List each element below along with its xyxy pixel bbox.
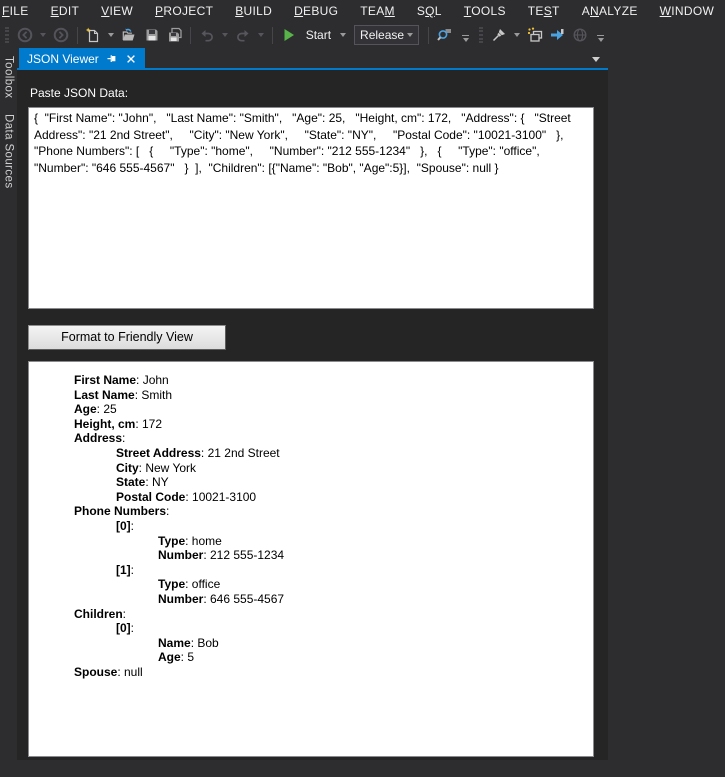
friendly-line: Postal Code: 10021-3100 xyxy=(116,489,257,504)
friendly-line: Spouse: null xyxy=(74,664,143,679)
web-browser-icon[interactable] xyxy=(570,25,590,45)
friendly-line: Height, cm: 172 xyxy=(74,416,163,431)
toolbar-drag-handle[interactable] xyxy=(479,27,483,43)
friendly-line: Number: 646 555-4567 xyxy=(158,591,285,606)
menu-item-edit[interactable]: EDIT xyxy=(50,4,80,18)
redo-icon[interactable] xyxy=(233,25,253,45)
pin-dropdown-icon[interactable] xyxy=(514,33,520,37)
toolbar-drag-handle[interactable] xyxy=(5,27,9,43)
friendly-line: Type: office xyxy=(158,577,221,592)
toolbar-overflow-icon[interactable] xyxy=(597,35,604,42)
main-toolbar xyxy=(0,22,608,48)
attach-to-process-icon[interactable] xyxy=(548,25,568,45)
friendly-line: Children: xyxy=(74,606,127,621)
undo-icon[interactable] xyxy=(197,25,217,45)
find-in-files-icon[interactable] xyxy=(435,25,455,45)
solution-configuration-combobox[interactable] xyxy=(354,25,419,45)
toolbar-separator xyxy=(272,27,273,44)
friendly-line: Age: 25 xyxy=(74,402,117,417)
friendly-line: City: New York xyxy=(116,460,197,475)
pin-icon[interactable] xyxy=(106,53,118,65)
friendly-line: Number: 212 555-1234 xyxy=(158,548,285,563)
configuration-value: Release xyxy=(360,28,405,42)
json-viewer-tool-window xyxy=(17,48,608,760)
friendly-line: [0]: xyxy=(116,518,135,533)
sidebar-item-toolbox[interactable]: Toolbox xyxy=(2,56,15,99)
friendly-line: First Name: John xyxy=(74,373,169,387)
close-icon[interactable] xyxy=(125,53,137,65)
friendly-line: Address: xyxy=(74,431,126,446)
friendly-line: Type: home xyxy=(158,533,222,548)
navigate-back-icon[interactable] xyxy=(15,25,35,45)
undo-dropdown-icon[interactable] xyxy=(222,33,228,37)
format-to-friendly-view-button[interactable]: Format to Friendly View xyxy=(28,325,226,350)
menu-item-team[interactable]: TEAM xyxy=(360,4,395,18)
redo-dropdown-icon[interactable] xyxy=(258,33,264,37)
tab-json-viewer[interactable] xyxy=(19,48,145,70)
toolbar-separator xyxy=(190,27,191,44)
tab-title: JSON Viewer xyxy=(27,52,99,66)
friendly-line: Last Name: Smith xyxy=(74,387,173,402)
menu-item-project[interactable]: PROJECT xyxy=(155,4,214,18)
toolbar-overflow-icon[interactable] xyxy=(462,35,469,42)
window-position-dropdown-icon[interactable] xyxy=(592,57,600,62)
configuration-dropdown-icon xyxy=(407,33,413,37)
menu-item-tools[interactable]: TOOLS xyxy=(463,4,506,18)
start-debug-icon[interactable] xyxy=(279,25,299,45)
add-to-source-control-icon[interactable] xyxy=(525,25,545,45)
friendly-line: Age: 5 xyxy=(158,650,195,665)
menu-item-window[interactable]: WINDOW xyxy=(659,4,715,18)
friendly-line: [1]: xyxy=(116,562,135,577)
save-all-icon[interactable] xyxy=(165,25,185,45)
friendly-line: Street Address: 21 2nd Street xyxy=(116,445,280,460)
friendly-line: [0]: xyxy=(116,621,135,636)
start-button-label[interactable]: Start xyxy=(305,28,332,42)
menu-item-analyze[interactable]: ANALYZE xyxy=(581,4,638,18)
friendly-line: Phone Numbers: xyxy=(74,504,170,519)
friendly-line: Name: Bob xyxy=(158,635,219,650)
menu-item-build[interactable]: BUILD xyxy=(235,4,273,18)
sidebar-item-data-sources[interactable]: Data Sources xyxy=(2,114,15,189)
paste-json-label: Paste JSON Data: xyxy=(30,86,129,100)
menu-item-file[interactable]: FILE xyxy=(2,4,29,18)
friendly-line: State: NY xyxy=(116,475,169,490)
menu-item-sql[interactable]: SQL xyxy=(416,4,442,18)
navigate-back-dropdown-icon[interactable] xyxy=(40,33,46,37)
active-tab-accent xyxy=(17,68,608,70)
new-file-icon[interactable] xyxy=(83,25,103,45)
pin-icon[interactable] xyxy=(489,25,509,45)
start-dropdown-icon[interactable] xyxy=(340,33,346,37)
open-file-icon[interactable] xyxy=(119,25,139,45)
left-tool-tabs xyxy=(0,48,17,777)
menu-item-view[interactable]: VIEW xyxy=(101,4,134,18)
toolbar-separator xyxy=(77,27,78,44)
menu-bar xyxy=(0,0,715,22)
menu-item-debug[interactable]: DEBUG xyxy=(294,4,339,18)
toolbar-separator xyxy=(428,27,429,44)
menu-item-test[interactable]: TEST xyxy=(527,4,560,18)
raw-json-input[interactable]: { "First Name": "John", "Last Name": "Smith", "Age": 25, "Height, cm": 172, "Address": { "Street Address": "21 2nd Street", "City": "New York", "State": "NY", "Postal Code": "10021-3100" }, "Phone Numbers": [ { "Type": "home", "Number": "212 555-1234" }, { "Type": "office", "Number": "646 555-4567" } ], "Children": [{"Name": "Bob", "Age":5}], "Spouse": null } xyxy=(28,107,594,309)
save-icon[interactable] xyxy=(142,25,162,45)
navigate-forward-icon[interactable] xyxy=(51,25,71,45)
new-file-dropdown-icon[interactable] xyxy=(108,33,114,37)
friendly-view-output[interactable] xyxy=(28,361,594,757)
tool-window-tab-row xyxy=(17,48,608,70)
